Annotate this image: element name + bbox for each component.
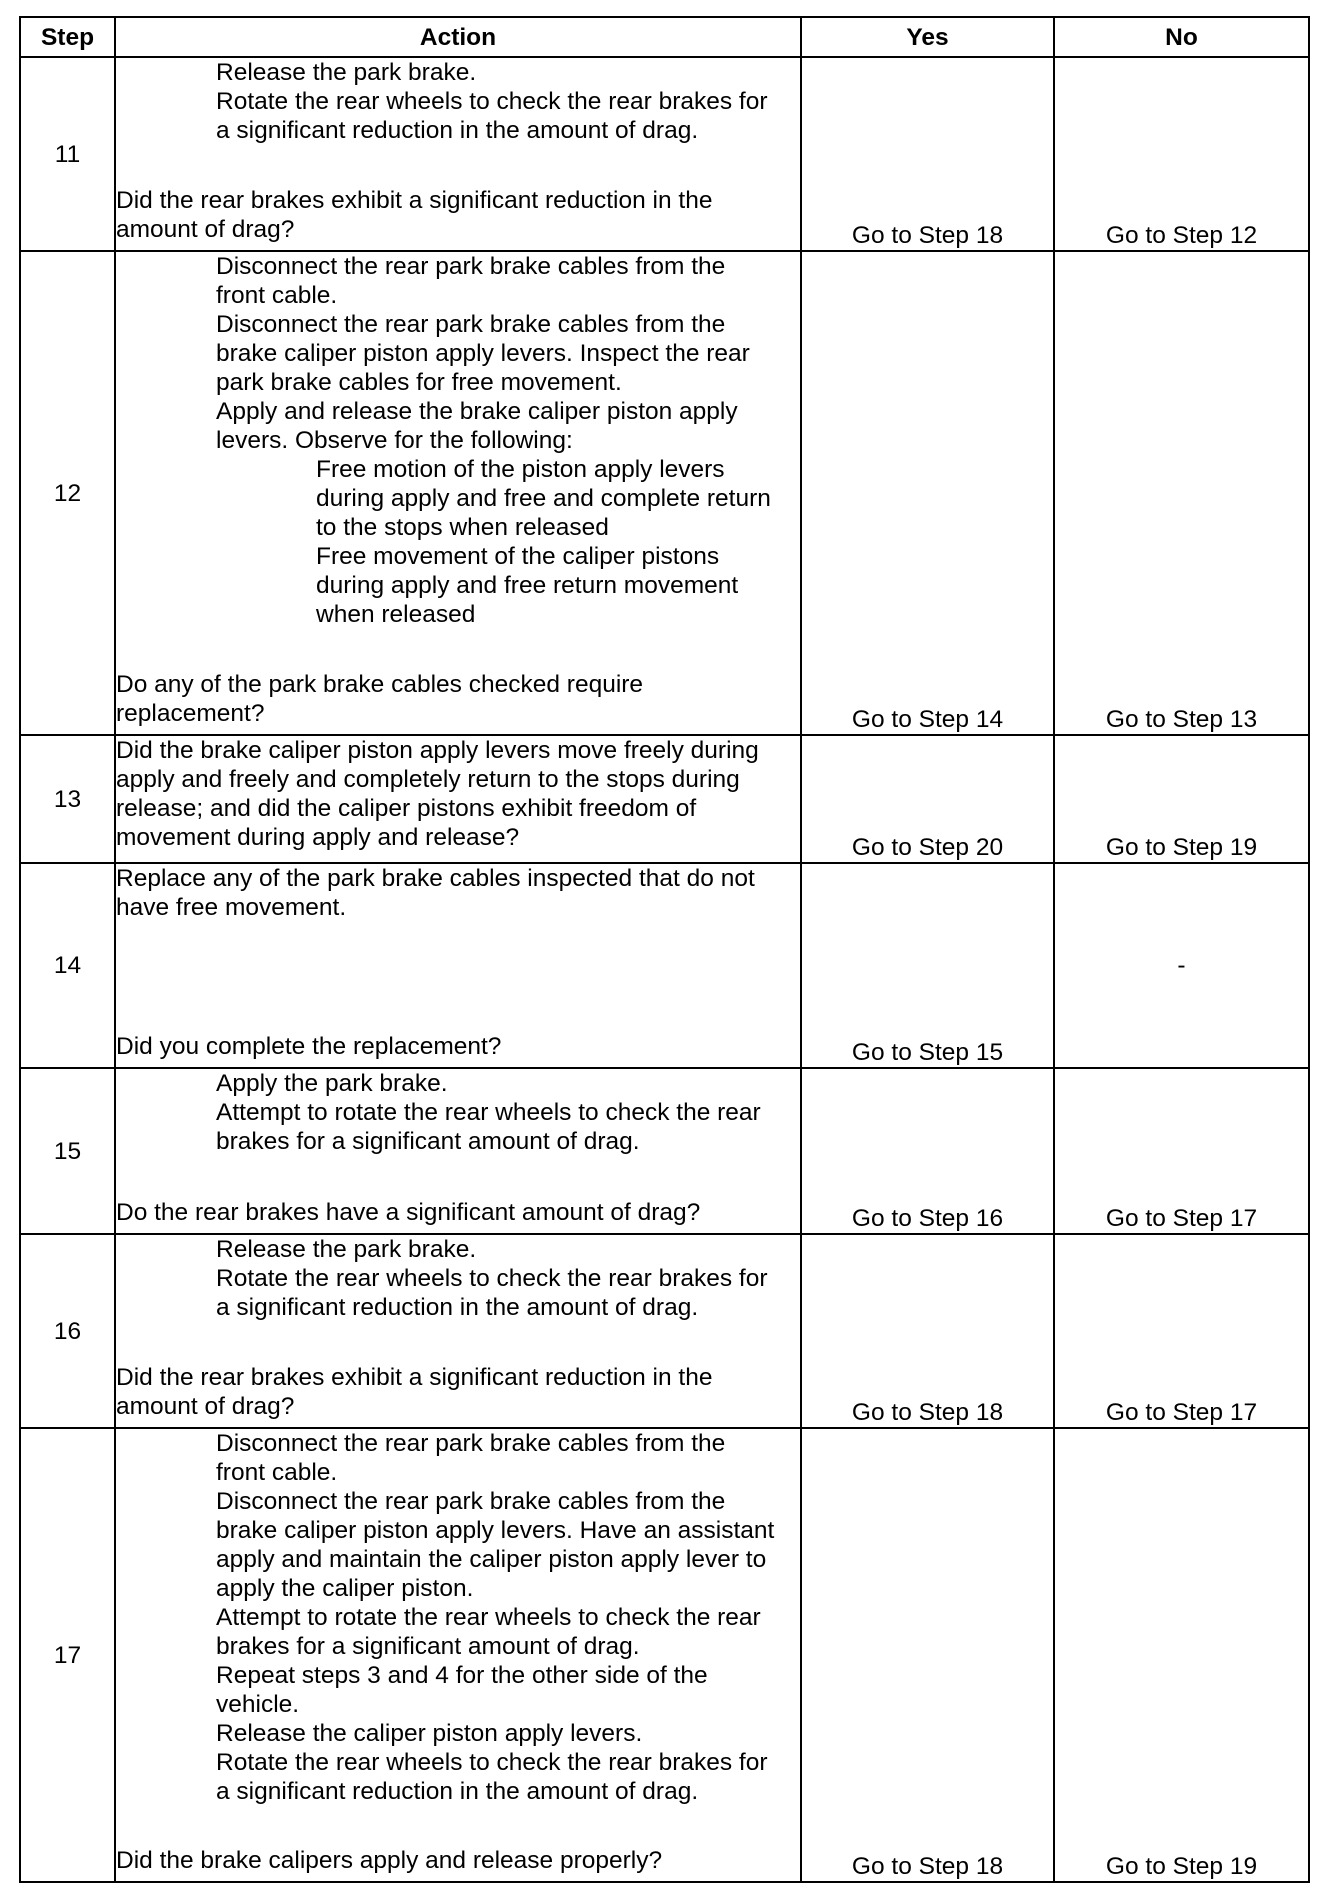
yes-outcome: Go to Step 20 bbox=[801, 735, 1054, 863]
no-outcome: Go to Step 12 bbox=[1054, 57, 1309, 251]
action-instructions bbox=[116, 1235, 800, 1322]
action-line: have free movement. bbox=[116, 894, 347, 921]
action-line: apply and freely and completely return to the stops during bbox=[116, 766, 740, 793]
action-question bbox=[116, 1198, 800, 1227]
action-line: Rotate the rear wheels to check the rear brakes for bbox=[216, 1265, 768, 1292]
action-line: front cable. bbox=[216, 1459, 338, 1486]
action-line: to the stops when released bbox=[316, 514, 609, 541]
action-line: front cable. bbox=[216, 282, 338, 309]
action-line: Free movement of the caliper pistons bbox=[316, 543, 720, 570]
action-line: Repeat steps 3 and 4 for the other side of the bbox=[216, 1662, 708, 1689]
action-line: apply and maintain the caliper piston apply lever to bbox=[216, 1546, 767, 1573]
action-line: Attempt to rotate the rear wheels to check the rear bbox=[216, 1604, 761, 1631]
action-line: Apply and release the brake caliper piston apply bbox=[216, 398, 738, 425]
header-step: Step bbox=[20, 17, 115, 57]
step-number: 11 bbox=[20, 57, 115, 251]
header-action: Action bbox=[115, 17, 801, 57]
question-line: Did the rear brakes exhibit a significant reduction in the bbox=[116, 187, 713, 214]
action-question bbox=[116, 186, 800, 244]
no-outcome: Go to Step 19 bbox=[1054, 735, 1309, 863]
no-outcome: Go to Step 17 bbox=[1054, 1068, 1309, 1234]
action-line: Attempt to rotate the rear wheels to check the rear bbox=[216, 1099, 761, 1126]
action-line: during apply and free and complete return bbox=[316, 485, 771, 512]
action-line: a significant reduction in the amount of drag. bbox=[216, 1778, 699, 1805]
action-line: Disconnect the rear park brake cables from the bbox=[216, 1430, 726, 1457]
header-no: No bbox=[1054, 17, 1309, 57]
action-line: a significant reduction in the amount of drag. bbox=[216, 1294, 699, 1321]
table-row bbox=[20, 1068, 1309, 1234]
action-line: Release the park brake. bbox=[216, 1236, 477, 1263]
action-line: Free motion of the piston apply levers bbox=[316, 456, 725, 483]
action-cell bbox=[115, 57, 801, 251]
action-cell bbox=[115, 735, 801, 863]
yes-outcome: Go to Step 16 bbox=[801, 1068, 1054, 1234]
action-line: Disconnect the rear park brake cables from the bbox=[216, 1488, 726, 1515]
action-cell bbox=[115, 1428, 801, 1882]
action-question bbox=[116, 1846, 800, 1875]
action-line: Apply the park brake. bbox=[216, 1070, 448, 1097]
action-line: park brake cables for free movement. bbox=[216, 369, 622, 396]
action-line: Disconnect the rear park brake cables from the bbox=[216, 253, 726, 280]
action-line: apply the caliper piston. bbox=[216, 1575, 474, 1602]
action-line: Did the brake caliper piston apply levers move freely during bbox=[116, 737, 759, 764]
diagnostic-table bbox=[19, 16, 1310, 1883]
step-number: 16 bbox=[20, 1234, 115, 1428]
yes-outcome: Go to Step 18 bbox=[801, 1428, 1054, 1882]
question-line: replacement? bbox=[116, 700, 265, 727]
table-row bbox=[20, 251, 1309, 735]
action-line: brake caliper piston apply levers. Inspect the rear bbox=[216, 340, 750, 367]
action-instructions bbox=[116, 864, 800, 922]
action-line: movement during apply and release? bbox=[116, 824, 520, 851]
table-row bbox=[20, 57, 1309, 251]
action-line: Replace any of the park brake cables inspected that do not bbox=[116, 865, 755, 892]
action-line: Disconnect the rear park brake cables from the bbox=[216, 311, 726, 338]
question-line: Did you complete the replacement? bbox=[116, 1033, 502, 1060]
step-number: 13 bbox=[20, 735, 115, 863]
action-line: Release the park brake. bbox=[216, 59, 477, 86]
action-question bbox=[116, 1032, 800, 1061]
action-line: a significant reduction in the amount of drag. bbox=[216, 117, 699, 144]
table-row bbox=[20, 735, 1309, 863]
header-row bbox=[20, 17, 1309, 57]
action-question bbox=[116, 670, 800, 728]
action-line: brakes for a significant amount of drag. bbox=[216, 1128, 640, 1155]
step-number: 17 bbox=[20, 1428, 115, 1882]
action-cell bbox=[115, 863, 801, 1068]
action-question bbox=[116, 1363, 800, 1421]
yes-outcome: Go to Step 18 bbox=[801, 57, 1054, 251]
action-line: during apply and free return movement bbox=[316, 572, 739, 599]
action-line: when released bbox=[316, 601, 476, 628]
step-number: 12 bbox=[20, 251, 115, 735]
table-row bbox=[20, 1234, 1309, 1428]
question-line: amount of drag? bbox=[116, 216, 295, 243]
action-cell bbox=[115, 1234, 801, 1428]
no-outcome: Go to Step 13 bbox=[1054, 251, 1309, 735]
action-instructions bbox=[116, 736, 800, 852]
action-cell bbox=[115, 1068, 801, 1234]
no-outcome: Go to Step 17 bbox=[1054, 1234, 1309, 1428]
action-line: vehicle. bbox=[216, 1691, 300, 1718]
action-line: levers. Observe for the following: bbox=[216, 427, 573, 454]
action-instructions bbox=[116, 1429, 800, 1806]
question-line: amount of drag? bbox=[116, 1393, 295, 1420]
yes-outcome: Go to Step 18 bbox=[801, 1234, 1054, 1428]
question-line: Did the rear brakes exhibit a significant reduction in the bbox=[116, 1364, 713, 1391]
question-line: Do any of the park brake cables checked require bbox=[116, 671, 644, 698]
action-instructions bbox=[116, 252, 800, 629]
no-outcome: Go to Step 19 bbox=[1054, 1428, 1309, 1882]
yes-outcome: Go to Step 15 bbox=[801, 863, 1054, 1068]
action-instructions bbox=[116, 1069, 800, 1156]
yes-outcome: Go to Step 14 bbox=[801, 251, 1054, 735]
action-line: Release the caliper piston apply levers. bbox=[216, 1720, 643, 1747]
step-number: 15 bbox=[20, 1068, 115, 1234]
step-number: 14 bbox=[20, 863, 115, 1068]
action-instructions bbox=[116, 58, 800, 145]
action-line: brakes for a significant amount of drag. bbox=[216, 1633, 640, 1660]
table-row bbox=[20, 863, 1309, 1068]
action-line: brake caliper piston apply levers. Have an assistant bbox=[216, 1517, 775, 1544]
action-line: Rotate the rear wheels to check the rear brakes for bbox=[216, 88, 768, 115]
question-line: Do the rear brakes have a significant amount of drag? bbox=[116, 1199, 701, 1226]
no-outcome: - bbox=[1054, 863, 1309, 1068]
action-line: Rotate the rear wheels to check the rear brakes for bbox=[216, 1749, 768, 1776]
header-yes: Yes bbox=[801, 17, 1054, 57]
action-line: release; and did the caliper pistons exhibit freedom of bbox=[116, 795, 697, 822]
table-row bbox=[20, 1428, 1309, 1882]
action-cell bbox=[115, 251, 801, 735]
question-line: Did the brake calipers apply and release properly? bbox=[116, 1847, 663, 1874]
